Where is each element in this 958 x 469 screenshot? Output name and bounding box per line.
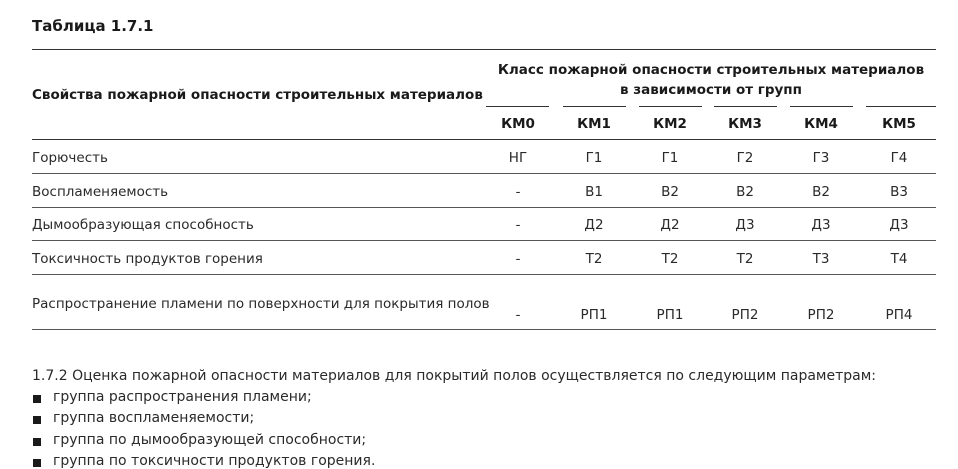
row-label: Токсичность продуктов горения bbox=[32, 251, 263, 267]
section-paragraph: 1.7.2 Оценка пожарной опасности материалов для покрытий полов осуществляется по следующим параметрам: bbox=[32, 368, 876, 384]
row-rule bbox=[32, 173, 936, 174]
row-value: Д2 bbox=[584, 217, 604, 233]
row-label: Горючесть bbox=[32, 150, 108, 166]
row-label: Распространение пламени по поверхности для покрытия полов bbox=[32, 296, 490, 312]
row-value: В1 bbox=[585, 184, 603, 200]
class-header-line-2: в зависимости от групп bbox=[620, 82, 802, 98]
column-header-КМ5: КМ5 bbox=[882, 116, 916, 132]
bullet-marker bbox=[33, 416, 41, 424]
class-group-rule bbox=[866, 106, 936, 107]
row-value: Г4 bbox=[890, 150, 908, 166]
row-value: В2 bbox=[661, 184, 679, 200]
row-rule bbox=[32, 274, 936, 275]
row-value: Д3 bbox=[889, 217, 909, 233]
bullet-marker bbox=[33, 438, 41, 446]
row-value: В2 bbox=[736, 184, 754, 200]
row-value: РП1 bbox=[656, 307, 684, 323]
row-value: В3 bbox=[890, 184, 908, 200]
row-value: Т3 bbox=[812, 251, 830, 267]
row-value: - bbox=[515, 217, 521, 233]
column-header-КМ2: КМ2 bbox=[653, 116, 687, 132]
row-value: РП2 bbox=[731, 307, 759, 323]
row-value: - bbox=[515, 184, 521, 200]
class-group-header bbox=[486, 60, 936, 100]
bullet-marker bbox=[33, 395, 41, 403]
row-value: Т2 bbox=[585, 251, 603, 267]
row-value: Д2 bbox=[660, 217, 680, 233]
bullet-item: группа воспламеняемости; bbox=[53, 410, 255, 426]
row-value: РП1 bbox=[580, 307, 608, 323]
row-rule bbox=[32, 329, 936, 330]
column-header-КМ0: КМ0 bbox=[501, 116, 535, 132]
row-value: РП4 bbox=[885, 307, 913, 323]
row-value: Г1 bbox=[661, 150, 679, 166]
row-value: НГ bbox=[508, 150, 528, 166]
class-group-rule bbox=[563, 106, 626, 107]
row-value: Т2 bbox=[661, 251, 679, 267]
row-rule bbox=[32, 207, 936, 208]
row-rule bbox=[32, 240, 936, 241]
class-header-line-1: Класс пожарной опасности строительных материалов bbox=[497, 62, 925, 78]
row-label: Дымообразующая способность bbox=[32, 217, 254, 233]
properties-column-header: Свойства пожарной опасности строительных материалов bbox=[32, 87, 483, 103]
row-value: Т4 bbox=[890, 251, 908, 267]
class-group-rule bbox=[790, 106, 853, 107]
column-header-КМ4: КМ4 bbox=[804, 116, 838, 132]
row-value: Д3 bbox=[735, 217, 755, 233]
bullet-item: группа распространения пламени; bbox=[53, 389, 312, 405]
column-header-КМ3: КМ3 bbox=[728, 116, 762, 132]
row-value: - bbox=[515, 307, 521, 323]
table-title: Таблица 1.7.1 bbox=[32, 17, 154, 35]
bullet-item: группа по дымообразующей способности; bbox=[53, 432, 367, 448]
column-header-КМ1: КМ1 bbox=[577, 116, 611, 132]
row-value: Г2 bbox=[736, 150, 754, 166]
header-bottom-rule bbox=[32, 139, 936, 140]
bullet-marker bbox=[33, 459, 41, 467]
row-value: Д3 bbox=[811, 217, 831, 233]
row-value: В2 bbox=[812, 184, 830, 200]
row-value: РП2 bbox=[807, 307, 835, 323]
row-value: - bbox=[515, 251, 521, 267]
row-value: Т2 bbox=[736, 251, 754, 267]
bullet-item: группа по токсичности продуктов горения. bbox=[53, 453, 376, 469]
class-group-rule bbox=[486, 106, 549, 107]
row-value: Г3 bbox=[812, 150, 830, 166]
class-group-rule bbox=[639, 106, 702, 107]
class-group-rule bbox=[714, 106, 777, 107]
row-label: Воспламеняемость bbox=[32, 184, 169, 200]
row-value: Г1 bbox=[585, 150, 603, 166]
table-top-rule bbox=[32, 49, 936, 50]
